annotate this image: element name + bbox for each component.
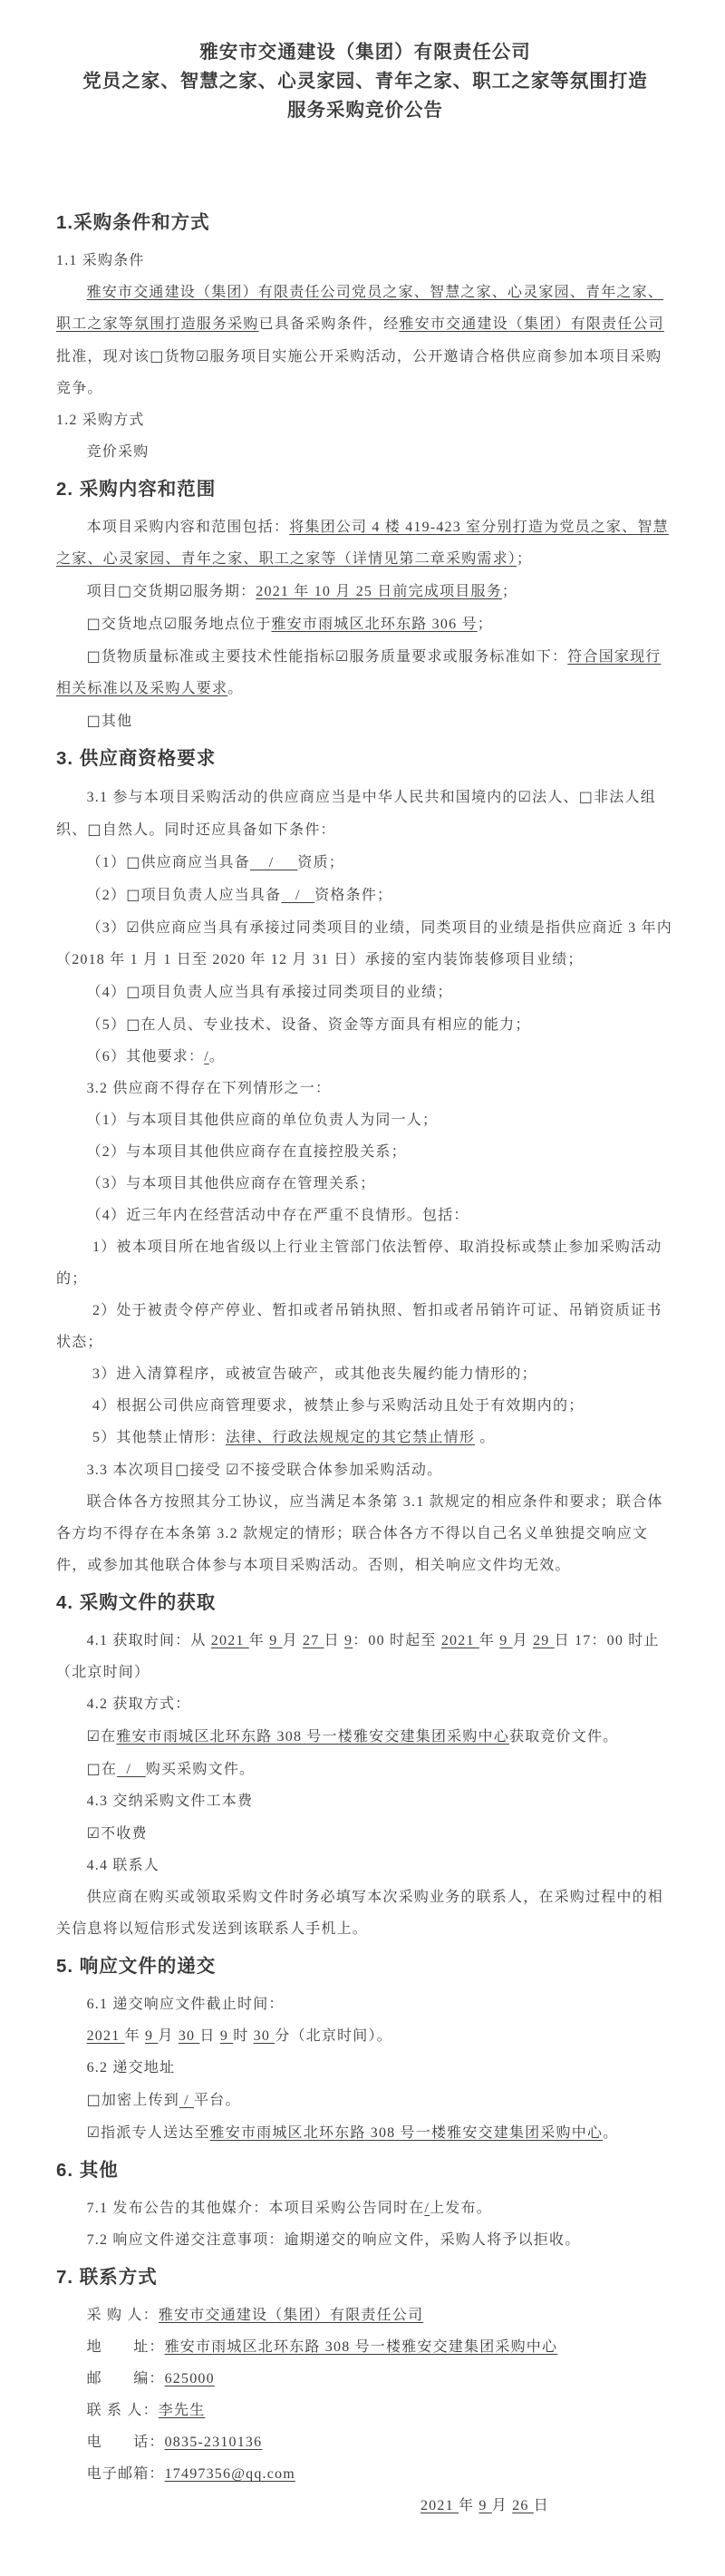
sec2-quality-standard-text-3: 服务质量要求或服务标准如下：	[349, 649, 568, 665]
sec1-1-para-text-0: 雅安市交通建设（集团）有限责任公司党员之家、智慧之家、心灵家园、青年之家、职工之家等氛围打造服务采购	[56, 285, 663, 332]
sec2-service-location-text-5: ；	[477, 617, 493, 632]
sec5-address-label	[56, 2052, 674, 2084]
sec1-2-label-text-0: 1.2 采购方式	[56, 413, 145, 428]
checkbox-checked-icon: ☑	[195, 347, 210, 365]
sec4-1-time-text-14: 日 17：00 时止（北京时间）	[56, 1633, 660, 1680]
sec4-4-para-text-0: 供应商在购买或领取采购文件时务必填写本次采购业务的联系人，在采购过程中的相关信息将以短信形式发送到该联系人手机上。	[56, 1890, 663, 1937]
sec3-2-sub3	[56, 1358, 674, 1390]
sec3-1-item2	[56, 879, 674, 911]
sec2-service-location-text-4: 雅安市雨城区北环东路 306 号	[271, 617, 478, 632]
sec2-scope-para-text-1: 将集团公司 4 楼 419-423 室分别打造为党员之家、智慧之家、心灵家园、青年之家、职工之家等（详情见第二章采购需求）	[56, 520, 669, 567]
sec1-1-para-text-1: 已具备采购条件，经	[258, 316, 400, 332]
checkbox-checked-icon: ☑	[126, 919, 140, 936]
checkbox-unchecked-icon: □	[86, 615, 102, 632]
sec3-2-sub4	[56, 1390, 674, 1422]
sec4-heading-text-0: 4. 采购文件的获取	[56, 1592, 217, 1613]
sec3-2-sub5-text-1: 法律、行政法规规定的其它禁止情形	[225, 1430, 476, 1445]
checkbox-checked-icon: ☑	[179, 582, 194, 599]
sec5-deadline-time-text-5: 日	[199, 2028, 220, 2044]
sec3-1-item6-text-2: 。	[208, 1049, 226, 1064]
sec5-deadline-time-text-3: 月	[158, 2028, 179, 2044]
sec3-1-para-text-6: 自然人。同时还应具备如下条件：	[102, 822, 336, 838]
sec4-2-opt2-text-2: /	[117, 1762, 146, 1777]
sec3-2-sub1-text-0: 1）被本项目所在地省级以上行业主管部门依法暂停、取消投标或禁止参加采购活动的；	[56, 1239, 662, 1287]
sec5-deadline-label	[56, 1988, 674, 2020]
sec6-media-text-1: /	[424, 2201, 430, 2216]
contact-address	[56, 2331, 674, 2363]
sec3-1-para-text-0: 3.1 参与本项目采购活动的供应商应当是中华人民共和国境内的	[86, 790, 518, 805]
contact-email-text-0: 电子邮箱：	[86, 2466, 165, 2482]
checkbox-checked-icon: ☑	[86, 1824, 102, 1842]
sec4-3-label	[56, 1785, 674, 1817]
sec2-service-location-text-1: 交货地点	[101, 617, 164, 632]
sec2-heading-text-0: 2. 采购内容和范围	[56, 479, 217, 500]
sec2-service-period-text-0: 项目	[86, 584, 118, 599]
sec4-1-time-text-8: ：00 时起至	[353, 1633, 441, 1648]
sec2-quality-standard-text-4: 符合国家现行相关标准以及采购人要求	[56, 649, 662, 696]
sec5-addr-opt2-text-2: 雅安市雨城区北环东路 308 号一楼雅安交建集团采购中心	[209, 2125, 604, 2141]
sec3-1-item5-text-0: （5）	[86, 1017, 127, 1033]
sec4-2-label	[56, 1688, 674, 1720]
sec6-media-text-2: 上发布。	[430, 2201, 492, 2216]
sec5-deadline-time-text-2: 9	[145, 2028, 159, 2044]
sec1-1-para-text-5: 货物	[164, 349, 196, 365]
sec4-4-para	[56, 1881, 674, 1945]
sec6-notes-text-0: 7.2 响应文件递交注意事项：逾期递交的响应文件，采购人将予以拒收。	[86, 2232, 581, 2248]
sec2-service-location-text-3: 服务地点位于	[178, 617, 272, 632]
sec3-heading-text-0: 3. 供应商资格要求	[56, 748, 217, 769]
doc-date-text-2: 9	[478, 2498, 492, 2513]
sec3-1-item5	[56, 1008, 674, 1041]
sec3-2-item2-text-0: （2）与本项目其他供应商存在直接控股关系；	[86, 1144, 407, 1160]
sec5-deadline-label-text-0: 6.1 递交响应文件截止时间：	[86, 1997, 285, 2012]
sec3-1-item1-text-2: 供应商应当具备	[140, 855, 250, 870]
sec1-2-para-text-0: 竞价采购	[86, 444, 150, 460]
sec5-heading	[56, 1945, 674, 1988]
sec3-2-para	[56, 1073, 674, 1104]
sec2-service-location	[56, 608, 674, 640]
sec3-2-sub5-text-2: 。	[475, 1430, 496, 1445]
sec4-1-time-text-1: 2021	[210, 1633, 249, 1648]
sec4-1-time-text-11: 9	[499, 1633, 513, 1648]
contact-phone-text-1: 0835-2310136	[164, 2435, 263, 2450]
sec4-1-time-text-3: 9	[269, 1633, 283, 1648]
checkbox-checked-icon: ☑	[86, 2124, 102, 2141]
sec3-1-item2-text-3: /	[281, 888, 315, 903]
sec5-addr-opt1-text-3: 平台。	[193, 2093, 241, 2108]
sec1-2-para	[56, 436, 674, 468]
sec1-1-para-text-2: 雅安市交通建设（集团）有限责任公司	[399, 316, 664, 332]
sec3-2-sub2-text-0: 2）处于被责令停产停业、暂扣或者吊销执照、暂扣或者吊销许可证、吊销资质证书状态；	[56, 1303, 662, 1350]
checkbox-unchecked-icon: □	[86, 712, 102, 729]
checkbox-unchecked-icon: □	[126, 1016, 141, 1033]
sec4-2-opt2-text-1: 在	[101, 1762, 118, 1777]
checkbox-checked-icon: ☑	[334, 647, 350, 665]
sec5-addr-opt2	[56, 2116, 674, 2149]
sec6-media-text-0: 7.1 发布公告的其他媒介：本项目采购公告同时在	[86, 2201, 425, 2216]
sec3-2-item4-text-0: （4）近三年内在经营活动中存在严重不良情形。包括：	[86, 1208, 469, 1223]
sec2-service-period	[56, 575, 674, 608]
sec5-addr-opt1	[56, 2084, 674, 2116]
contact-buyer-text-0: 采 购 人：	[86, 2308, 159, 2323]
sec3-2-sub5-text-0: 5）其他禁止情形：	[92, 1430, 226, 1445]
sec4-2-opt1	[56, 1720, 674, 1753]
checkbox-unchecked-icon: □	[87, 821, 102, 838]
sec3-1-item6-text-0: （6）其他要求：	[86, 1049, 205, 1064]
sec4-1-time-text-0: 4.1 获取时间：从	[86, 1633, 211, 1648]
checkbox-unchecked-icon: □	[126, 853, 141, 870]
sec3-1-para	[56, 781, 674, 846]
sec5-deadline-time-text-4: 30	[178, 2028, 200, 2044]
sec3-1-para-text-4: 非法人组织、	[56, 790, 656, 838]
sec3-3-para-text-0: 3.3 本次项目	[86, 1463, 176, 1478]
sec5-heading-text-0: 5. 响应文件的递交	[56, 1956, 217, 1977]
sec4-3-fee-text-1: 不收费	[101, 1826, 148, 1842]
sec5-deadline-time	[56, 2020, 674, 2052]
sec3-2-item3-text-0: （3）与本项目其他供应商存在管理关系；	[86, 1176, 376, 1191]
sec6-heading	[56, 2149, 674, 2192]
sec5-deadline-time-text-6: 9	[219, 2028, 234, 2044]
sec3-1-item1-text-0: （1）	[86, 855, 127, 870]
checkbox-unchecked-icon: □	[86, 647, 102, 665]
sec4-2-opt2	[56, 1753, 674, 1785]
checkbox-unchecked-icon: □	[126, 886, 141, 903]
sec2-service-period-text-4: 服务期：	[193, 584, 256, 599]
sec7-heading-text-0: 7. 联系方式	[56, 2267, 158, 2288]
sec5-deadline-time-text-8: 30	[253, 2028, 276, 2044]
doc-date-text-0: 2021	[420, 2498, 459, 2513]
sec2-quality-standard-text-1: 货物质量标准或主要技术性能指标	[101, 649, 335, 665]
sec4-4-label-text-0: 4.4 联系人	[86, 1858, 160, 1873]
sec3-2-item1-text-0: （1）与本项目其他供应商的单位负责人为同一人；	[86, 1113, 439, 1128]
sec3-1-item5-text-2: 在人员、专业技术、设备、资金等方面具有相应的能力；	[140, 1017, 531, 1033]
sec3-3-para-text-2: 接受	[189, 1463, 227, 1478]
sec4-1-time-text-7: 9	[344, 1633, 353, 1648]
contact-buyer-text-1: 雅安市交通建设（集团）有限责任公司	[158, 2308, 424, 2323]
sec4-2-label-text-0: 4.2 获取方式：	[86, 1696, 191, 1712]
sec4-3-label-text-0: 4.3 交纳采购文件工本费	[86, 1793, 254, 1809]
sec1-1-para-text-7: 服务项目实施公开采购活动，公开邀请合格供应商参加本项目采购竞争。	[56, 349, 662, 396]
doc-subtitle	[56, 67, 674, 125]
sec4-2-opt2-text-3: 购买采购文件。	[145, 1762, 256, 1777]
sec4-1-time-text-12: 月	[512, 1633, 534, 1648]
doc-title-text-0: 雅安市交通建设（集团）有限责任公司	[199, 42, 531, 63]
sec5-addr-opt1-text-1: 加密上传到	[101, 2093, 179, 2108]
checkbox-checked-icon: ☑	[86, 1727, 102, 1745]
contact-person-text-0: 联 系 人：	[86, 2403, 159, 2418]
sec4-1-time-text-4: 月	[282, 1633, 304, 1648]
sec1-1-label	[56, 245, 674, 277]
sec3-1-item3-text-0: （3）	[86, 920, 127, 936]
sec3-2-sub2	[56, 1295, 674, 1358]
sec3-1-item4-text-2: 项目负责人应当具有承接过同类项目的业绩；	[140, 985, 453, 1000]
sec3-heading	[56, 737, 674, 781]
sec3-1-para-text-2: 法人、	[532, 790, 579, 805]
sec1-2-label	[56, 404, 674, 436]
sec4-3-fee	[56, 1817, 674, 1850]
contact-person-text-1: 李先生	[158, 2403, 206, 2418]
sec3-1-item2-text-4: 资格条件；	[314, 888, 393, 903]
sec3-1-item6-text-1: /	[204, 1049, 209, 1064]
sec5-addr-opt1-text-2: /	[179, 2093, 194, 2108]
sec3-1-item1	[56, 846, 674, 879]
sec2-service-period-text-2: 交货期	[132, 584, 179, 599]
sec3-2-para-text-0: 3.2 供应商不得存在下列情形之一：	[86, 1081, 332, 1096]
sec3-1-item2-text-2: 项目负责人应当具备	[140, 888, 282, 903]
sec2-other-text-1: 其他	[101, 714, 133, 729]
sec3-3-consortium-para-text-0: 联合体各方按照其分工协议，应当满足本条第 3.1 款规定的相应条件和要求；联合体各方均不得存在本条第 3.2 款规定的情形；联合体各方不得以自己名义单独提交响应文件，或参加其他联合体参与本项目采购活动。否则，相关响应文件均无效。	[56, 1494, 663, 1573]
checkbox-checked-icon: ☑	[226, 1461, 240, 1478]
checkbox-unchecked-icon: □	[118, 582, 133, 599]
sec3-1-item4	[56, 976, 674, 1008]
doc-subtitle-text-0: 党员之家、智慧之家、心灵家园、青年之家、职工之家等氛围打造服务采购竞价公告	[82, 71, 648, 121]
contact-person	[56, 2395, 674, 2426]
document-body	[56, 38, 674, 2522]
sec3-1-item1-text-3: /	[249, 855, 298, 870]
doc-date-text-5: 日	[533, 2498, 549, 2513]
sec5-addr-opt2-text-1: 指派专人送达至	[101, 2125, 210, 2141]
checkbox-unchecked-icon: □	[86, 2091, 102, 2108]
sec5-address-label-text-0: 6.2 递交地址	[86, 2060, 176, 2075]
contact-postcode-text-1: 625000	[164, 2371, 215, 2386]
contact-phone	[56, 2426, 674, 2458]
contact-email-text-1: 17497356@qq.com	[164, 2466, 295, 2482]
contact-email	[56, 2458, 674, 2490]
sec2-service-period-text-6: ；	[501, 584, 518, 599]
sec4-1-time-text-2: 年	[248, 1633, 270, 1648]
sec2-scope-para-text-2: ；	[517, 551, 533, 567]
sec3-1-item4-text-0: （4）	[86, 985, 127, 1000]
sec3-3-para	[56, 1453, 674, 1486]
sec3-3-consortium-para	[56, 1486, 674, 1581]
sec4-1-time-text-13: 29	[533, 1633, 555, 1648]
sec4-2-opt1-text-3: 获取竞价文件。	[508, 1729, 619, 1745]
sec1-heading-text-0: 1.采购条件和方式	[56, 212, 210, 233]
checkbox-checked-icon: ☑	[163, 615, 179, 632]
doc-date-text-1: 年	[458, 2498, 479, 2513]
contact-postcode-text-0: 邮 编：	[86, 2371, 165, 2386]
sec4-2-opt1-text-1: 在	[101, 1729, 117, 1745]
sec4-1-time-text-10: 年	[478, 1633, 500, 1648]
sec1-1-para	[56, 277, 674, 404]
sec4-1-time-text-5: 27	[303, 1633, 324, 1648]
checkbox-unchecked-icon: □	[86, 1760, 102, 1777]
sec7-heading	[56, 2256, 674, 2299]
doc-title	[56, 38, 674, 67]
sec4-1-time	[56, 1625, 674, 1688]
doc-date	[56, 2490, 674, 2522]
sec3-2-sub1	[56, 1231, 674, 1295]
checkbox-unchecked-icon: □	[578, 788, 594, 805]
sec3-3-para-text-4: 不接受联合体参加采购活动。	[239, 1463, 443, 1478]
sec2-heading	[56, 468, 674, 511]
contact-postcode	[56, 2363, 674, 2395]
sec3-2-sub3-text-0: 3）进入清算程序，或被宣告破产，或其他丧失履约能力情形的；	[92, 1366, 537, 1382]
contact-address-text-0: 地 址：	[86, 2339, 165, 2355]
sec2-scope-para	[56, 511, 674, 575]
sec2-quality-standard	[56, 640, 674, 705]
sec4-4-label	[56, 1850, 674, 1881]
sec2-service-period-text-5: 2021 年 10 月 25 日前完成项目服务	[256, 584, 502, 599]
checkbox-unchecked-icon: □	[126, 983, 141, 1000]
sec3-2-sub4-text-0: 4）根据公司供应商管理要求，被禁止参与采购活动且处于有效期内的；	[92, 1398, 585, 1414]
sec6-notes	[56, 2224, 674, 2256]
sec1-heading	[56, 201, 674, 245]
sec5-deadline-time-text-0: 2021	[86, 2028, 125, 2044]
checkbox-checked-icon: ☑	[517, 788, 533, 805]
sec4-heading	[56, 1581, 674, 1625]
sec3-1-item6	[56, 1041, 674, 1073]
sec5-deadline-time-text-7: 时	[233, 2028, 254, 2044]
sec2-quality-standard-text-5: 。	[227, 681, 244, 696]
doc-date-text-3: 月	[491, 2498, 513, 2513]
sec3-1-item1-text-4: 资质；	[297, 855, 344, 870]
sec4-1-time-text-9: 2021	[440, 1633, 479, 1648]
sec3-2-item1	[56, 1104, 674, 1136]
contact-buyer	[56, 2299, 674, 2331]
checkbox-unchecked-icon: □	[150, 347, 165, 365]
sec2-scope-para-text-0: 本项目采购内容和范围包括：	[86, 520, 290, 535]
sec3-1-item2-text-0: （2）	[86, 888, 127, 903]
sec5-addr-opt2-text-3: 。	[603, 2125, 619, 2141]
sec1-1-label-text-0: 1.1 采购条件	[56, 253, 145, 268]
sec4-1-time-text-6: 日	[324, 1633, 345, 1648]
doc-date-text-4: 26	[512, 2498, 534, 2513]
sec6-media	[56, 2192, 674, 2224]
sec4-2-opt1-text-2: 雅安市雨城区北环东路 308 号一楼雅安交建集团采购中心	[116, 1729, 509, 1745]
sec1-1-para-text-3: 批准，现对该	[56, 349, 150, 365]
contact-address-text-1: 雅安市雨城区北环东路 308 号一楼雅安交建集团采购中心	[164, 2339, 558, 2355]
sec2-other	[56, 705, 674, 737]
contact-phone-text-0: 电 话：	[86, 2435, 165, 2450]
sec5-deadline-time-text-1: 年	[124, 2028, 145, 2044]
sec5-deadline-time-text-9: 分（北京时间）。	[275, 2028, 392, 2044]
checkbox-unchecked-icon: □	[175, 1461, 190, 1478]
sec3-1-item3-text-2: 供应商应当具有承接过同类项目的业绩，同类项目的业绩是指供应商近 3 年内（2018 年 1 月 1 日至 2020 年 12 月 31 日）承接的室内装饰装修项目业绩；	[56, 920, 672, 967]
sec3-2-item4	[56, 1200, 674, 1231]
sec3-1-item3	[56, 911, 674, 976]
sec3-2-sub5	[56, 1422, 674, 1453]
sec6-heading-text-0: 6. 其他	[56, 2160, 119, 2181]
sec3-2-item2	[56, 1136, 674, 1168]
sec3-2-item3	[56, 1168, 674, 1200]
